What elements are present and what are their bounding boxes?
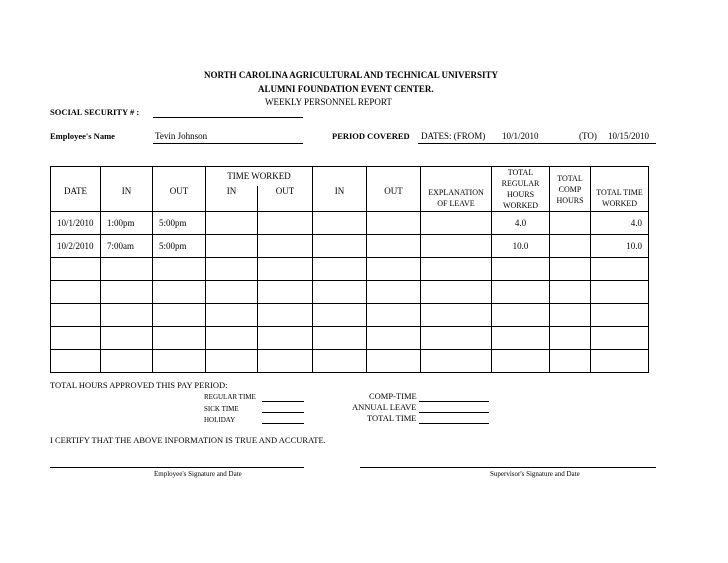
comp-hours-header (550, 167, 591, 212)
regular-time-label: REGULAR TIME (204, 393, 256, 401)
in2-cell[interactable] (206, 258, 258, 281)
out1-cell[interactable] (153, 281, 206, 304)
in1-header: IN (101, 186, 153, 212)
out1-cell[interactable] (153, 327, 206, 350)
out2-cell[interactable] (258, 258, 313, 281)
explanation-header-line2: OF LEAVE (437, 199, 475, 208)
total-hours-approved-label: TOTAL HOURS APPROVED THIS PAY PERIOD: (50, 380, 228, 390)
out2-cell[interactable] (258, 304, 313, 327)
out3-cell[interactable] (367, 235, 421, 258)
total-time-cell[interactable] (591, 258, 649, 281)
total-time-cell[interactable] (591, 327, 649, 350)
out1-header-top (153, 167, 206, 186)
in1-cell[interactable] (101, 327, 153, 350)
out3-header: OUT (367, 186, 421, 212)
in3-cell[interactable] (313, 235, 367, 258)
date-cell[interactable] (51, 327, 101, 350)
in1-cell[interactable]: 7:00am (101, 235, 153, 258)
regular-header-line1: TOTAL (507, 168, 534, 177)
out1-cell[interactable] (153, 258, 206, 281)
regular-hours-cell[interactable] (492, 350, 550, 373)
regular-header-line2: REGULAR (501, 179, 540, 188)
explanation-cell[interactable] (421, 281, 492, 304)
explanation-header (421, 167, 492, 212)
in3-cell[interactable] (313, 304, 367, 327)
out2-cell[interactable] (258, 281, 313, 304)
regular-hours-cell[interactable] (492, 304, 550, 327)
out3-cell[interactable] (367, 350, 421, 373)
total-time-cell[interactable] (591, 304, 649, 327)
table-row (51, 304, 649, 327)
out3-cell[interactable] (367, 327, 421, 350)
employee-signature-label: Employee's Signature and Date (154, 470, 242, 478)
employee-name-value[interactable]: Tevin Johnson (155, 131, 208, 141)
table-row (51, 235, 649, 258)
out1-cell[interactable] (153, 350, 206, 373)
in2-header: IN (206, 186, 258, 212)
total-time-cell[interactable]: 4.0 (591, 212, 649, 235)
comp-hours-cell[interactable] (550, 327, 591, 350)
out1-cell[interactable]: 5:00pm (153, 235, 206, 258)
annual-leave-label: ANNUAL LEAVE (352, 402, 417, 412)
in2-cell[interactable] (206, 281, 258, 304)
in3-cell[interactable] (313, 327, 367, 350)
date-cell[interactable] (51, 350, 101, 373)
comp-time-field[interactable] (419, 401, 489, 402)
explanation-cell[interactable] (421, 327, 492, 350)
total-header-line1: TOTAL TIME (596, 188, 643, 197)
regular-hours-cell[interactable] (492, 281, 550, 304)
out3-cell[interactable] (367, 212, 421, 235)
certify-statement: I CERTIFY THAT THE ABOVE INFORMATION IS TRUE AND ACCURATE. (50, 435, 326, 445)
in3-cell[interactable] (313, 350, 367, 373)
in1-cell[interactable] (101, 281, 153, 304)
out1-cell[interactable]: 5:00pm (153, 212, 206, 235)
employee-signature-line[interactable] (50, 467, 304, 468)
period-line (418, 143, 656, 144)
date-header-top (51, 167, 101, 186)
regular-hours-cell[interactable] (492, 258, 550, 281)
in2-cell[interactable] (206, 350, 258, 373)
comp-header-line3: HOURS (556, 195, 584, 205)
comp-hours-cell[interactable] (550, 235, 591, 258)
period-covered-label: PERIOD COVERED (332, 131, 410, 141)
in3-cell[interactable] (313, 212, 367, 235)
explanation-cell[interactable] (421, 304, 492, 327)
holiday-field[interactable] (262, 423, 304, 424)
in1-cell[interactable] (101, 304, 153, 327)
dates-to-label: (TO) (579, 131, 597, 141)
comp-hours-cell[interactable] (550, 304, 591, 327)
table-row (51, 281, 649, 304)
out2-cell[interactable] (258, 212, 313, 235)
table-row (51, 258, 649, 281)
out3-header-top (367, 167, 421, 186)
in2-cell[interactable] (206, 235, 258, 258)
comp-hours-cell[interactable] (550, 350, 591, 373)
explanation-cell[interactable] (421, 258, 492, 281)
total-time-cell[interactable] (591, 281, 649, 304)
out1-cell[interactable] (153, 304, 206, 327)
comp-hours-cell[interactable] (550, 258, 591, 281)
table-row (51, 350, 649, 373)
supervisor-signature-label: Supervisor's Signature and Date (490, 470, 580, 478)
table-row (51, 327, 649, 350)
ssn-field-line[interactable] (153, 117, 303, 118)
regular-header-line4: WORKED (502, 201, 539, 210)
in3-header: IN (313, 186, 367, 212)
explanation-header-line1: EXPLANATION (428, 188, 484, 197)
dates-to-value[interactable]: 10/15/2010 (608, 131, 650, 141)
annual-leave-field[interactable] (419, 412, 489, 413)
regular-hours-cell[interactable] (492, 327, 550, 350)
explanation-cell[interactable] (421, 212, 492, 235)
date-cell[interactable] (51, 258, 101, 281)
out3-cell[interactable] (367, 258, 421, 281)
total-time-label: TOTAL TIME (367, 413, 417, 423)
supervisor-signature-line[interactable] (360, 467, 656, 468)
employee-name-line (153, 143, 303, 144)
date-cell[interactable]: 10/1/2010 (51, 212, 101, 235)
in2-cell[interactable] (206, 327, 258, 350)
regular-hours-cell[interactable]: 10.0 (492, 235, 550, 258)
explanation-cell[interactable] (421, 350, 492, 373)
out2-cell[interactable] (258, 235, 313, 258)
table-row (51, 212, 649, 235)
in1-cell[interactable] (101, 350, 153, 373)
total-header-line2: WORKED (601, 199, 638, 208)
in3-cell[interactable] (313, 258, 367, 281)
comp-hours-cell[interactable] (550, 281, 591, 304)
in1-cell[interactable] (101, 258, 153, 281)
in1-cell[interactable]: 1:00pm (101, 212, 153, 235)
dates-from-label: DATES: (FROM) (421, 131, 486, 141)
out2-header: OUT (258, 186, 313, 212)
comp-hours-cell[interactable] (550, 212, 591, 235)
date-cell[interactable] (51, 304, 101, 327)
regular-hours-cell[interactable]: 4.0 (492, 212, 550, 235)
out3-cell[interactable] (367, 281, 421, 304)
total-time-cell[interactable]: 10.0 (591, 235, 649, 258)
sick-time-label: SICK TIME (204, 405, 239, 413)
out1-header: OUT (153, 186, 206, 212)
in2-cell[interactable] (206, 304, 258, 327)
university-title: NORTH CAROLINA AGRICULTURAL AND TECHNICAL UNIVERSITY (204, 70, 498, 80)
ssn-label: SOCIAL SECURITY # : (50, 107, 140, 117)
in3-header-top (313, 167, 367, 186)
in3-cell[interactable] (313, 281, 367, 304)
center-title: ALUMNI FOUNDATION EVENT CENTER. (258, 84, 434, 94)
date-cell[interactable]: 10/2/2010 (51, 235, 101, 258)
in1-header-top (101, 167, 153, 186)
regular-header-line3: HOURS (506, 190, 535, 199)
total-time-header (591, 167, 649, 212)
employee-name-label: Employee's Name (50, 131, 115, 141)
date-cell[interactable] (51, 281, 101, 304)
out2-cell[interactable] (258, 327, 313, 350)
comp-header-line2: COMP (558, 184, 582, 194)
comp-header-line1: TOTAL (557, 173, 583, 183)
total-time-cell[interactable] (591, 350, 649, 373)
explanation-cell[interactable] (421, 235, 492, 258)
report-title: WEEKLY PERSONNEL REPORT (265, 97, 392, 107)
date-header: DATE (51, 186, 101, 212)
regular-time-field[interactable] (262, 401, 304, 402)
in2-cell[interactable] (206, 212, 258, 235)
holiday-label: HOLIDAY (204, 416, 236, 424)
total-time-field[interactable] (419, 423, 489, 424)
out2-cell[interactable] (258, 350, 313, 373)
regular-hours-header (492, 167, 550, 212)
time-worked-table (50, 166, 649, 373)
dates-from-value[interactable]: 10/1/2010 (502, 131, 539, 141)
time-worked-title: TIME WORKED (206, 167, 313, 186)
sick-time-field[interactable] (262, 412, 304, 413)
comp-time-label: COMP-TIME (369, 391, 417, 401)
out3-cell[interactable] (367, 304, 421, 327)
